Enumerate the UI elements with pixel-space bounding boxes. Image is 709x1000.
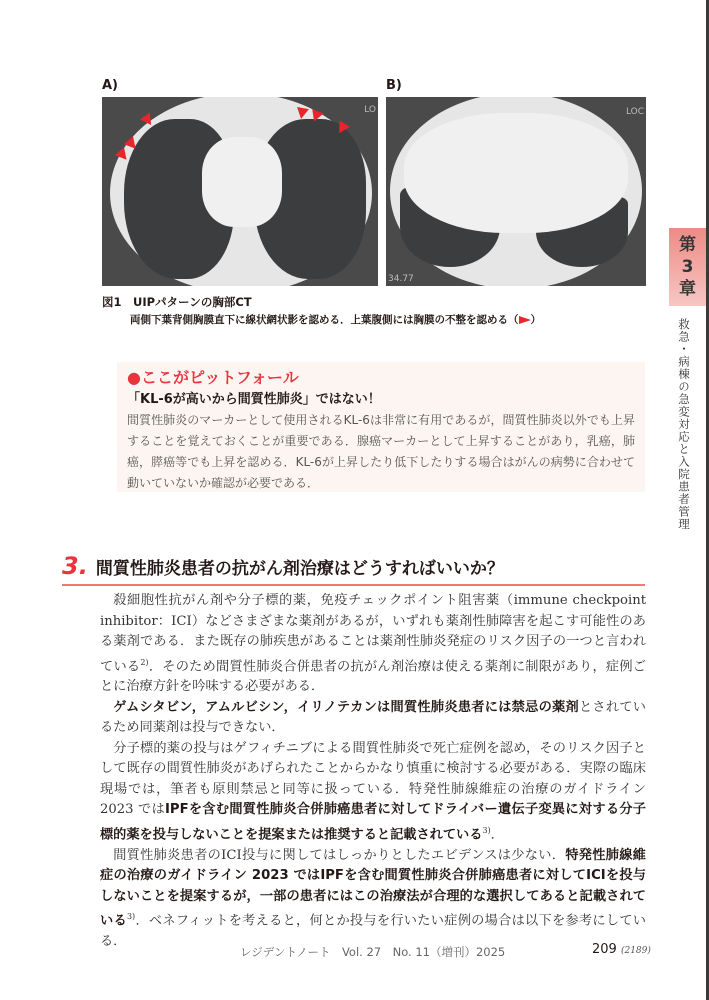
- ct-overlay-text: LOC: [625, 107, 644, 117]
- citation: 2): [140, 657, 149, 667]
- text-segment: 特発性肺線維症の治療のガイドライン 2023 ではIPFを含む間質性肺炎合併肺癌患者に対してICIを投与しないことを提案するが，一部の患者にはこの治療法が合理的な選択してあると記載されている: [100, 847, 646, 929]
- text-segment: 間質性肺炎患者のICI投与に関してはしっかりとしたエビデンスは少ない．: [113, 847, 566, 863]
- ct-overlay-text: LO: [364, 105, 376, 115]
- citation: 3): [482, 825, 491, 835]
- text-segment: ．そのため間質性肺炎合併患者の抗がん剤治療は使える薬剤に制限があり，症例ごとに治療方針を吟味する必要がある．: [100, 658, 647, 695]
- figure-caption-title: 図1 UIPパターンの胸部CT: [102, 295, 252, 309]
- text-segment: ．: [490, 827, 504, 843]
- figure-label-b: B): [386, 78, 402, 93]
- caption-end: ）: [530, 314, 541, 326]
- paragraph: [100, 698, 646, 739]
- arrowhead-icon: [519, 316, 531, 324]
- arrowhead-icon: [295, 107, 309, 120]
- pitfall-subheading: 「KL-6が高いから間質性肺炎」ではない！: [127, 392, 381, 407]
- text-segment: とされているため同薬剤は投与できない．: [100, 699, 646, 736]
- ct-image-b: [386, 97, 646, 286]
- figure-label-a: A): [102, 78, 119, 93]
- page-total: (2189): [620, 946, 651, 956]
- section-heading: [62, 552, 645, 586]
- chapter-name: 救急・病棟の急変対応と入院患者管理: [677, 318, 691, 531]
- section-number: 3.: [62, 552, 88, 580]
- paragraph: [100, 739, 646, 846]
- section-title: 間質性肺炎患者の抗がん剤治療はどうすればいいか？: [95, 559, 504, 579]
- pitfall-box: [117, 362, 645, 492]
- figure-caption-text: [130, 312, 541, 327]
- caption-text: 両側下葉背側胸膜直下に線状網状影を認める．上葉腹側には胸膜の不整を認める（: [130, 314, 519, 326]
- text-segment: ゲムシタビン，アムルビシン，イリノテカンは間質性肺炎患者には禁忌の薬剤: [113, 699, 579, 715]
- paragraph: [100, 846, 646, 953]
- paragraph: [100, 591, 646, 698]
- section-body: [100, 591, 646, 953]
- footer-journal: レジデントノート Vol. 27 No. 11（増刊）2025: [240, 945, 506, 959]
- text-segment: 殺細胞性抗がん剤や分子標的薬，免疫チェックポイント阻害薬（immune checkpoint inhibitor：ICI）などさまざまな薬剤があるが，いずれも薬剤性肺障害を起こす可能性のある薬剤である．また既存の肺疾患があることは薬剤性肺炎発症のリスク因子の一つと言われている: [100, 593, 646, 674]
- text-segment: IPFを含む間質性肺炎合併肺癌患者に対してドライバー遺伝子変異に対する分子標的薬を投与しないことを提案または推奨すると記載されている: [100, 802, 646, 843]
- page-number-value: 209: [592, 942, 617, 957]
- chapter-tab: 第 3 章: [669, 228, 706, 306]
- text-segment: ．ベネフィットを考えると，何とか投与を行いたい症例の場合は以下を参考にしている．: [100, 913, 646, 950]
- text-segment: 分子標的薬の投与はゲフィチニブによる間質性肺炎で死亡症例を認め，そのリスク因子として既存の間質性肺炎があげられたことからかなり慎重に検討する必要がある．実際の臨床現場では，筆者も原則禁忌と同等に扱っている．特発性肺線維症の治療のガイドライン 2023 では: [100, 740, 646, 818]
- page-number: [592, 942, 651, 957]
- citation: 3): [126, 912, 136, 922]
- ct-image-a: [102, 97, 378, 286]
- pitfall-text: 間質性肺炎のマーカーとして使用されるKL-6は非常に有用であるが，間質性肺炎以外でも上昇することを覚えておくことが重要である．腺癌マーカーとして上昇することがあり，乳癌，肺癌，膵癌等でも上昇を認める．KL-6が上昇したり低下したりする場合はがんの病勢に合わせて動いていないか確認が必要である．: [127, 413, 635, 490]
- ct-overlay-text: 34.77: [388, 274, 414, 284]
- pitfall-heading: ●ここがピットフォール: [127, 368, 299, 387]
